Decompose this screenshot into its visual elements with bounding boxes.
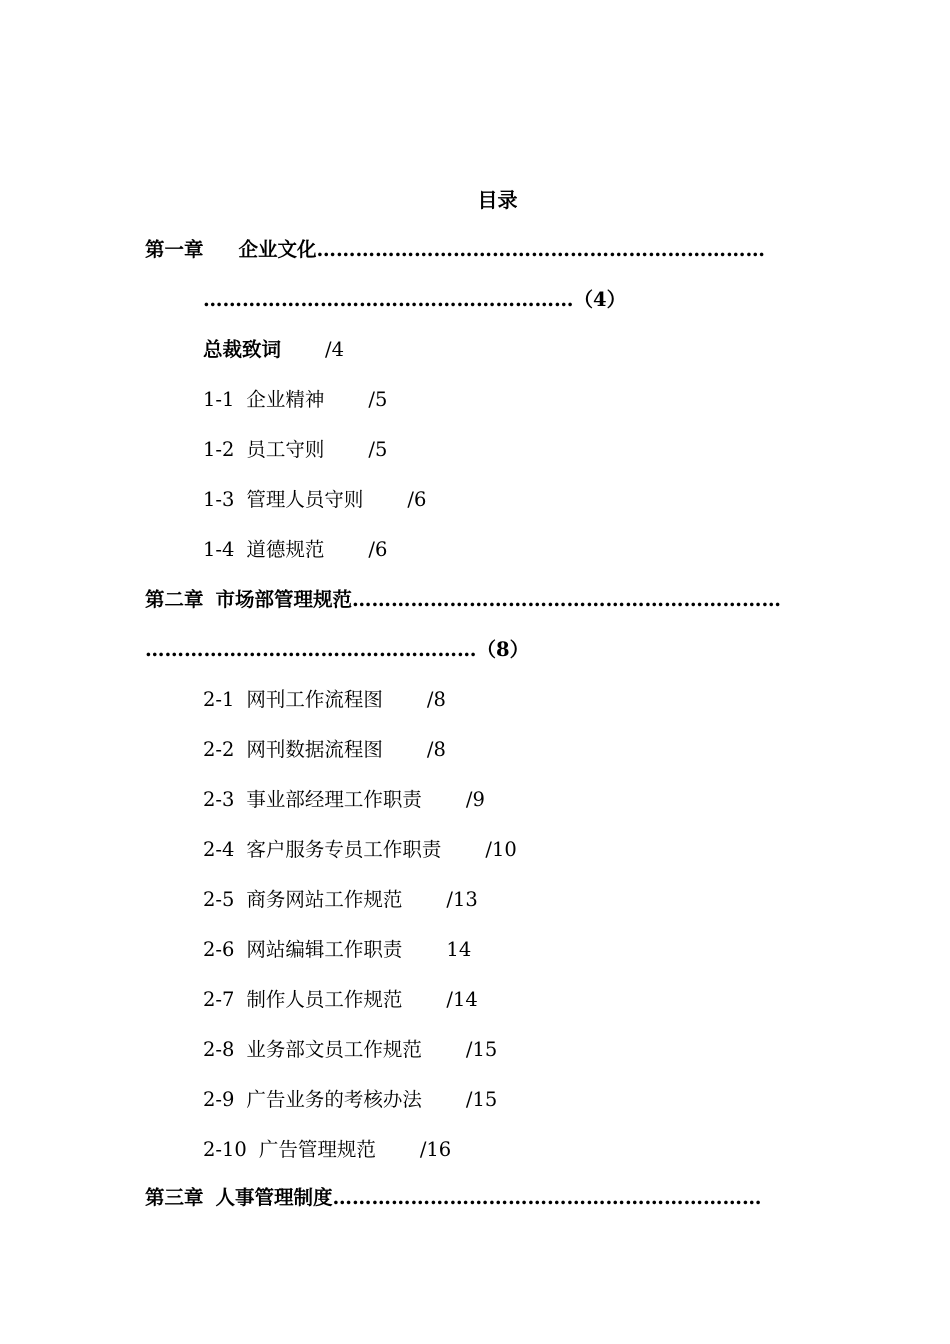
entry-title: 员工守则 — [246, 438, 325, 461]
entry-title: 总裁致词 — [203, 338, 282, 361]
entry-page: /6 — [368, 538, 388, 561]
entry-title: 商务网站工作规范 — [246, 888, 403, 911]
entry-title: 管理人员守则 — [246, 488, 364, 511]
entry-title: 客户服务专员工作职责 — [246, 838, 442, 861]
entry-page: /5 — [368, 388, 388, 411]
chapter-label: 第二章 — [145, 588, 204, 611]
toc-entry[interactable] — [203, 1036, 497, 1064]
toc-title: 目录 — [477, 188, 518, 212]
entry-number: 2-7 — [203, 988, 235, 1011]
toc-entry[interactable] — [203, 336, 344, 364]
toc-chapter-2[interactable] — [145, 586, 805, 614]
entry-page: /14 — [446, 988, 478, 1011]
toc-chapter-1[interactable] — [145, 236, 805, 264]
entry-page: 14 — [446, 938, 472, 961]
chapter-title: 市场部管理规范 — [215, 588, 353, 611]
entry-title: 广告管理规范 — [258, 1138, 376, 1161]
toc-chapter-1-continuation — [203, 286, 626, 314]
toc-entry[interactable] — [203, 486, 426, 514]
toc-chapter-3[interactable] — [145, 1184, 805, 1212]
entry-number: 1-1 — [203, 388, 235, 411]
entry-page: /5 — [368, 438, 388, 461]
entry-page: /9 — [465, 788, 485, 811]
toc-entry[interactable] — [203, 986, 478, 1014]
entry-title: 广告业务的考核办法 — [246, 1088, 422, 1111]
dot-leader: …………………………………………………………… — [316, 238, 766, 261]
entry-page: /15 — [465, 1088, 498, 1111]
toc-chapter-2-continuation — [145, 636, 529, 664]
entry-title: 网站编辑工作职责 — [246, 938, 403, 961]
entry-title: 道德规范 — [246, 538, 325, 561]
chapter-label: 第一章 — [145, 238, 204, 261]
entry-page: /6 — [407, 488, 427, 511]
entry-number: 2-5 — [203, 888, 235, 911]
entry-page: /15 — [465, 1038, 498, 1061]
entry-page: /8 — [426, 738, 446, 761]
entry-title: 企业精神 — [246, 388, 325, 411]
chapter-page: （8） — [476, 638, 530, 661]
toc-entry[interactable] — [203, 836, 517, 864]
chapter-title: 人事管理制度 — [215, 1186, 333, 1209]
toc-entry[interactable] — [203, 386, 387, 414]
entry-page: /13 — [446, 888, 478, 911]
entry-title: 制作人员工作规范 — [246, 988, 403, 1011]
entry-title: 网刊数据流程图 — [246, 738, 383, 761]
entry-number: 2-2 — [203, 738, 235, 761]
dot-leader: ………………………………………………………… — [332, 1186, 762, 1209]
toc-entry[interactable] — [203, 1086, 497, 1114]
toc-entry[interactable] — [203, 436, 387, 464]
entry-title: 网刊工作流程图 — [246, 688, 383, 711]
chapter-label: 第三章 — [145, 1186, 204, 1209]
entry-page: /16 — [419, 1138, 452, 1161]
entry-number: 2-8 — [203, 1038, 235, 1061]
entry-number: 2-6 — [203, 938, 235, 961]
entry-page: /4 — [325, 338, 344, 361]
entry-number: 2-4 — [203, 838, 235, 861]
entry-number: 1-4 — [203, 538, 235, 561]
entry-number: 1-3 — [203, 488, 235, 511]
entry-page: /10 — [485, 838, 517, 861]
toc-entry[interactable] — [203, 1136, 451, 1164]
entry-number: 2-9 — [203, 1088, 235, 1111]
entry-number: 1-2 — [203, 438, 235, 461]
entry-number: 2-3 — [203, 788, 235, 811]
toc-entry[interactable] — [203, 736, 446, 764]
toc-entry[interactable] — [203, 936, 471, 964]
chapter-title: 企业文化 — [238, 238, 317, 261]
dot-leader: …………………………………………… — [145, 638, 477, 661]
dot-leader: ………………………………………………………… — [352, 588, 782, 611]
toc-entry[interactable] — [203, 686, 446, 714]
entry-number: 2-1 — [203, 688, 235, 711]
entry-number: 2-10 — [203, 1138, 247, 1161]
toc-entry[interactable] — [203, 536, 387, 564]
entry-title: 业务部文员工作规范 — [246, 1038, 422, 1061]
dot-leader: ………………………………………………… — [203, 288, 574, 311]
entry-title: 事业部经理工作职责 — [246, 788, 422, 811]
toc-entry[interactable] — [203, 786, 485, 814]
chapter-page: （4） — [573, 288, 627, 311]
entry-page: /8 — [426, 688, 446, 711]
toc-entry[interactable] — [203, 886, 478, 914]
